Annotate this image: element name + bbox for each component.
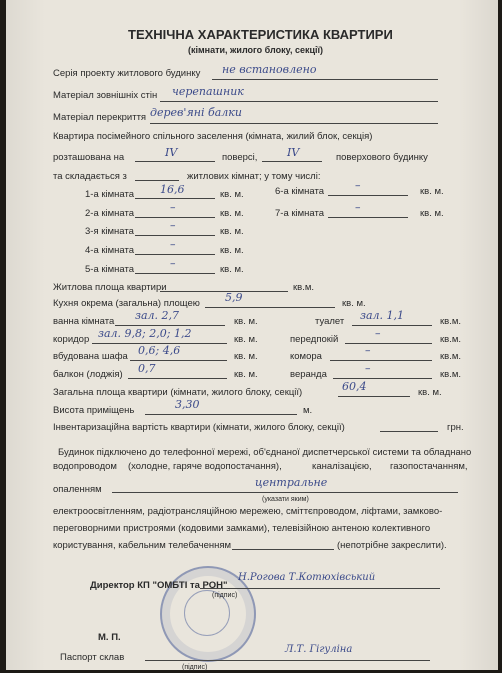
room-5-label: 5-а кімната: [85, 264, 135, 275]
toilet-line: [352, 325, 432, 326]
total-floors-line: [262, 161, 322, 162]
floor-value: IV: [165, 146, 178, 159]
cable-tv-line: [232, 549, 334, 550]
room-1-value: 16,6: [160, 183, 185, 196]
utilities-line-7-note: (непотрібне закреслити).: [337, 540, 447, 551]
room-7-unit: кв. м.: [420, 208, 444, 219]
hall-unit: кв.м.: [440, 334, 462, 345]
room-3-value: –: [170, 219, 176, 232]
room-6-unit: кв. м.: [420, 186, 444, 197]
room-6-line: [328, 195, 408, 196]
utilities-line-5: електроосвітленням, радіотрансляційною мережею, сміттєпроводом, ліфтами, замково-: [53, 506, 443, 517]
balcony-line: [128, 378, 227, 379]
director-label: Директор КП "ОМБТІ та РОН": [90, 580, 228, 591]
heating-value: центральне: [255, 476, 328, 489]
room-6-value: –: [355, 179, 361, 192]
room-2-value: –: [170, 201, 176, 214]
compiler-label: Паспорт склав: [60, 652, 125, 663]
utilities-water: водопроводом: [53, 461, 117, 472]
corridor-unit: кв. м.: [234, 334, 258, 345]
room-5-line: [135, 273, 215, 274]
room-2-unit: кв. м.: [220, 208, 244, 219]
director-sign-note: (підпис): [212, 592, 238, 599]
series-label: Серія проекту житлового будинку: [53, 68, 201, 79]
walls-label: Матеріал зовнішніх стін: [53, 90, 158, 101]
compiler-sign-note: (підпис): [182, 664, 208, 671]
storage-unit: кв.м.: [440, 351, 462, 362]
utilities-line-7: користування, кабельним телебаченням: [53, 540, 232, 551]
wardrobe-line: [130, 360, 227, 361]
storage-label: комора: [290, 351, 322, 362]
heating-note: (указати яким): [262, 496, 309, 503]
series-line: [212, 79, 438, 80]
floors-label: Матеріал перекриття: [53, 112, 147, 123]
utilities-water-rest: (холодне, гаряче водопостачання),: [128, 461, 282, 472]
series-value: не встановлено: [222, 63, 317, 76]
floors-value: дерев'яні балки: [150, 106, 242, 119]
room-2-label: 2-а кімната: [85, 208, 135, 219]
veranda-unit: кв.м.: [440, 369, 462, 380]
living-area-line: [160, 291, 288, 292]
height-unit: м.: [303, 405, 313, 416]
utilities-line-1: Будинок підключено до телефонної мережі, об'єднаної диспетчерської системи та обладнано: [58, 447, 472, 458]
utilities-gas: газопостачанням,: [390, 461, 468, 472]
consists-label: та складається з: [53, 171, 127, 182]
room-3-line: [135, 235, 215, 236]
inventory-line: [380, 431, 438, 432]
hall-value: –: [375, 327, 381, 340]
director-line: [200, 588, 440, 589]
room-5-unit: кв. м.: [220, 264, 244, 275]
storage-line: [330, 360, 432, 361]
height-line: [145, 414, 297, 415]
bath-unit: кв. м.: [234, 316, 258, 327]
utilities-line-6: переговорними пристроями (кодовими замками), телевізійною антеною колективного: [53, 523, 431, 534]
balcony-value: 0,7: [138, 362, 156, 375]
wardrobe-label: вбудована шафа: [53, 351, 128, 362]
corridor-label: коридор: [53, 334, 90, 345]
page-title: ТЕХНІЧНА ХАРАКТЕРИСТИКА КВАРТИРИ: [128, 27, 393, 42]
room-5-value: –: [170, 257, 176, 270]
total-area-unit: кв. м.: [418, 387, 442, 398]
toilet-label: туалет: [315, 316, 345, 327]
height-label: Висота приміщень: [53, 405, 135, 416]
located-label: розташована на: [53, 152, 125, 163]
room-4-unit: кв. м.: [220, 245, 244, 256]
veranda-value: –: [365, 362, 371, 375]
corridor-value: зал. 9,8; 2,0; 1,2: [98, 327, 192, 340]
inventory-unit: грн.: [447, 422, 464, 433]
kitchen-value: 5,9: [225, 291, 243, 304]
veranda-line: [333, 378, 432, 379]
balcony-label: балкон (лоджія): [53, 369, 123, 380]
total-area-value: 60,4: [342, 380, 367, 393]
toilet-unit: кв.м.: [440, 316, 462, 327]
total-floors-label: поверхового будинку: [336, 152, 428, 163]
compiler-signature: Л.Т. Гігуліна: [285, 644, 353, 655]
total-area-label: Загальна площа квартири (кімнати, жилого блоку, секції): [53, 387, 303, 398]
room-4-value: –: [170, 238, 176, 251]
room-7-line: [328, 217, 408, 218]
hall-line: [345, 343, 432, 344]
room-3-label: 3-я кімната: [85, 226, 134, 237]
director-signature: Н.Рогова Т.Котюхівський: [238, 572, 376, 583]
utilities-heating: опаленням: [53, 484, 102, 495]
living-area-unit: кв.м.: [293, 282, 315, 293]
height-value: 3,30: [175, 398, 200, 411]
utilities-sewer: каналізацією,: [312, 461, 372, 472]
kitchen-line: [205, 307, 335, 308]
inventory-label: Інвентаризаційна вартість квартири (кімнати, жилого блоку, секції): [53, 422, 345, 433]
floor-label: поверсі,: [222, 152, 258, 163]
living-area-label: Житлова площа квартири: [53, 282, 167, 293]
storage-value: –: [365, 344, 371, 357]
wardrobe-value: 0,6; 4,6: [138, 344, 181, 357]
room-4-line: [135, 254, 215, 255]
bath-line: [115, 325, 225, 326]
compiler-line: [145, 660, 430, 661]
heating-line: [112, 492, 458, 493]
settlement-label: Квартира посімейного спільного заселення (кімната, жилий блок, секція): [53, 131, 373, 142]
room-1-label: 1-а кімната: [85, 189, 135, 200]
total-area-line: [338, 396, 410, 397]
room-3-unit: кв. м.: [220, 226, 244, 237]
room-7-value: –: [355, 201, 361, 214]
room-1-line: [135, 198, 215, 199]
bath-value: зал. 2,7: [135, 309, 180, 322]
walls-line: [160, 101, 438, 102]
room-7-label: 7-а кімната: [275, 208, 325, 219]
floors-line: [150, 123, 438, 124]
balcony-unit: кв. м.: [234, 369, 258, 380]
hall-label: передпокій: [290, 334, 339, 345]
wardrobe-unit: кв. м.: [234, 351, 258, 362]
kitchen-label: Кухня окрема (загальна) площею: [53, 298, 200, 309]
total-floors-value: IV: [287, 146, 300, 159]
walls-value: черепашник: [172, 85, 244, 98]
mp-label: М. П.: [98, 632, 121, 643]
rooms-label: житлових кімнат; у тому числі:: [187, 171, 321, 182]
room-2-line: [135, 217, 215, 218]
room-1-unit: кв. м.: [220, 189, 244, 200]
page-subtitle: (кімнати, жилого блоку, секції): [188, 45, 324, 55]
toilet-value: зал. 1,1: [360, 309, 405, 322]
kitchen-unit: кв. м.: [342, 298, 366, 309]
rooms-count-line: [135, 180, 179, 181]
room-6-label: 6-а кімната: [275, 186, 325, 197]
floor-line: [135, 161, 215, 162]
room-4-label: 4-а кімната: [85, 245, 135, 256]
bath-label: ванна кімната: [53, 316, 115, 327]
veranda-label: веранда: [290, 369, 327, 380]
